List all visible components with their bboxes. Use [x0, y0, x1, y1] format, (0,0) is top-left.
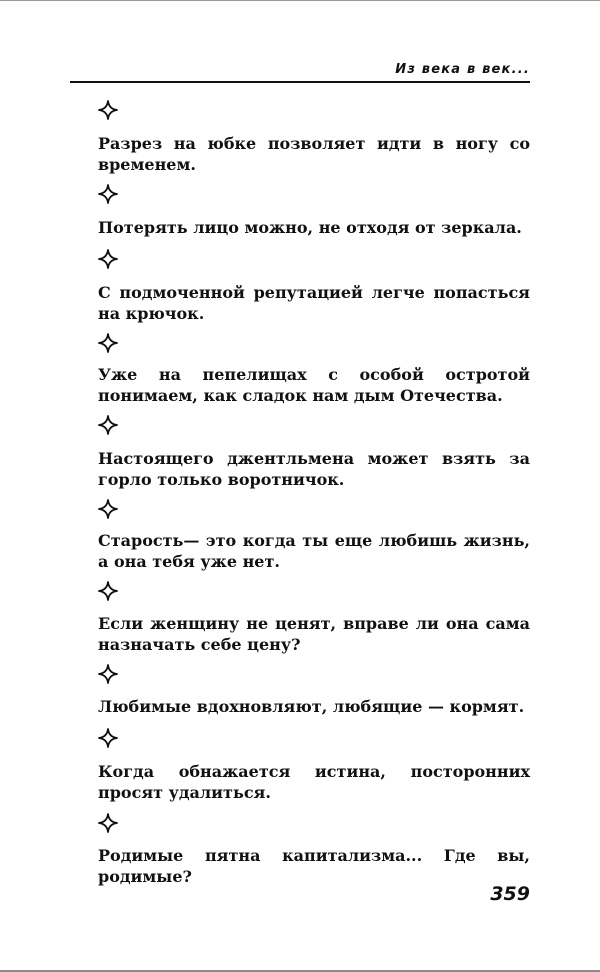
four-point-star-icon	[98, 664, 118, 684]
four-point-star-icon	[98, 728, 118, 748]
page-top-edge	[0, 0, 600, 1]
aphorism-10: Родимые пятна капитализма... Где вы, родимые?	[98, 846, 530, 886]
aphorism-1: Разрез на юбке позволяет идти в ногу со временем.	[98, 134, 530, 174]
four-point-star-icon	[98, 813, 118, 833]
aphorism-6: Старость— это когда ты еще любишь жизнь, а она тебя уже нет.	[98, 531, 530, 571]
four-point-star-icon	[98, 333, 118, 353]
aphorism-8: Любимые вдохновляют, любящие — кормят.	[98, 697, 525, 716]
four-point-star-icon	[98, 581, 118, 601]
four-point-star-icon	[98, 499, 118, 519]
aphorism-5: Настоящего джентльмена может взять за горло только воротничок.	[98, 449, 530, 489]
running-head: Из века в век...	[395, 62, 530, 77]
four-point-star-icon	[98, 184, 118, 204]
four-point-star-icon	[98, 249, 118, 269]
page-number: 359	[490, 883, 530, 905]
four-point-star-icon	[98, 415, 118, 435]
aphorism-3: С подмоченной репутацией легче попасться на крючок.	[98, 283, 530, 323]
aphorism-9: Когда обнажается истина, посторонних просят удалиться.	[98, 762, 530, 802]
aphorism-2: Потерять лицо можно, не отходя от зеркала.	[98, 218, 522, 237]
aphorism-4: Уже на пепелищах с особой остротой понимаем, как сладок нам дым Отечества.	[98, 365, 530, 405]
four-point-star-icon	[98, 100, 118, 120]
header-rule	[70, 81, 530, 83]
aphorism-7: Если женщину не ценят, вправе ли она сама назначать себе цену?	[98, 614, 530, 654]
